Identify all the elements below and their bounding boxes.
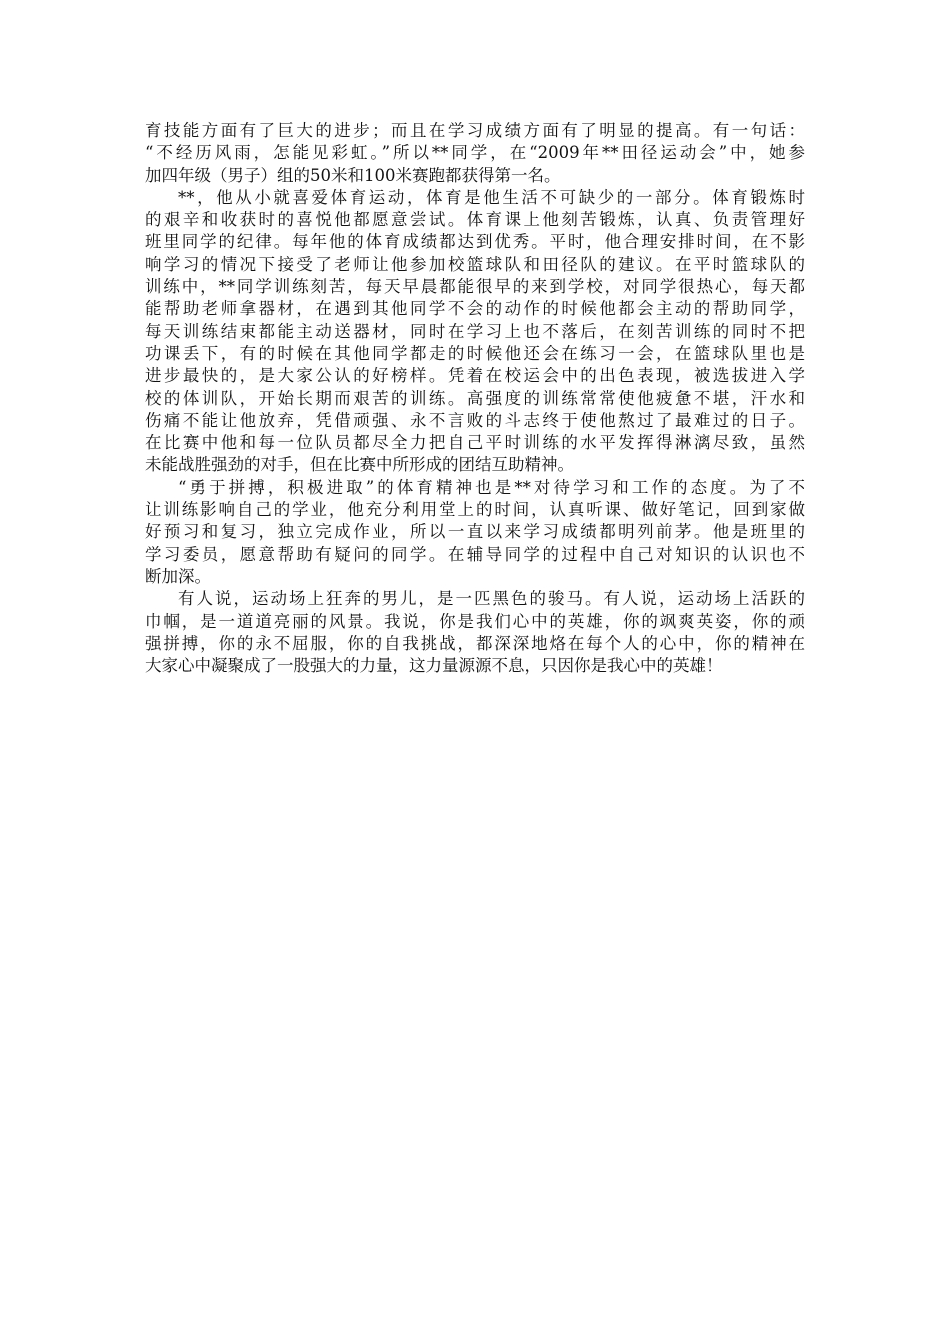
text-line: “勇于拼搏，积极进取”的体育精神也是**对待学习和工作的态度。为了不	[178, 477, 805, 497]
paragraph-2	[145, 187, 805, 477]
text-line: “不经历风雨，怎能见彩虹。”所以**同学，在“2009年**田径运动会”中，她参	[145, 143, 805, 163]
text-line: **，他从小就喜爱体育运动，体育是他生活不可缺少的一部分。体育锻炼时	[178, 187, 805, 207]
text-line: 加四年级（男子）组的50米和100米赛跑都获得第一名。	[145, 165, 561, 185]
document-body	[145, 120, 805, 677]
text-line: 伤痛不能让他放弃，凭借顽强、永不言败的斗志终于使他熬过了最难过的日子。	[145, 410, 805, 430]
text-line: 有人说，运动场上狂奔的男儿，是一匹黑色的骏马。有人说，运动场上活跃的	[178, 589, 805, 609]
paragraph-4	[145, 588, 805, 677]
text-line: 的艰辛和收获时的喜悦他都愿意尝试。体育课上他刻苦锻炼，认真、负责管理好	[145, 210, 805, 230]
text-line: 让训练影响自己的学业，他充分利用堂上的时间，认真听课、做好笔记，回到家做	[145, 500, 805, 520]
text-line: 校的体训队，开始长期而艰苦的训练。高强度的训练常常使他疲惫不堪，汗水和	[145, 388, 805, 408]
text-line: 进步最快的，是大家公认的好榜样。凭着在校运会中的出色表现，被选拔进入学	[145, 366, 805, 386]
text-line: 在比赛中他和每一位队员都尽全力把自己平时训练的水平发挥得淋漓尽致，虽然	[145, 433, 805, 453]
text-line: 强拼搏，你的永不屈服，你的自我挑战，都深深地烙在每个人的心中，你的精神在	[145, 633, 805, 653]
text-line: 功课丢下，有的时候在其他同学都走的时候他还会在练习一会，在篮球队里也是	[145, 343, 805, 363]
text-line: 能帮助老师拿器材，在遇到其他同学不会的动作的时候他都会主动的帮助同学，	[145, 299, 805, 319]
text-line: 未能战胜强劲的对手，但在比赛中所形成的团结互助精神。	[145, 455, 574, 475]
text-line: 好预习和复习，独立完成作业，所以一直以来学习成绩都明列前茅。他是班里的	[145, 522, 805, 542]
text-line: 育技能方面有了巨大的进步；而且在学习成绩方面有了明显的提高。有一句话：	[145, 121, 805, 140]
text-line: 响学习的情况下接受了老师让他参加校篮球队和田径队的建议。在平时篮球队的	[145, 254, 805, 274]
text-line: 断加深。	[145, 566, 211, 586]
text-line: 学习委员，愿意帮助有疑问的同学。在辅导同学的过程中自己对知识的认识也不	[145, 544, 805, 564]
paragraph-1	[145, 120, 805, 187]
text-line: 每天训练结束都能主动送器材，同时在学习上也不落后，在刻苦训练的同时不把	[145, 321, 805, 341]
text-line: 训练中，**同学训练刻苦，每天早晨都能很早的来到学校，对同学很热心，每天都	[145, 277, 805, 297]
paragraph-3	[145, 477, 805, 588]
text-line: 大家心中凝聚成了一股强大的力量，这力量源源不息，只因你是我心中的英雄！	[145, 656, 723, 676]
text-line: 班里同学的纪律。每年他的体育成绩都达到优秀。平时，他合理安排时间，在不影	[145, 232, 805, 252]
text-line: 巾帼，是一道道亮丽的风景。我说，你是我们心中的英雄，你的飒爽英姿，你的顽	[145, 611, 805, 631]
